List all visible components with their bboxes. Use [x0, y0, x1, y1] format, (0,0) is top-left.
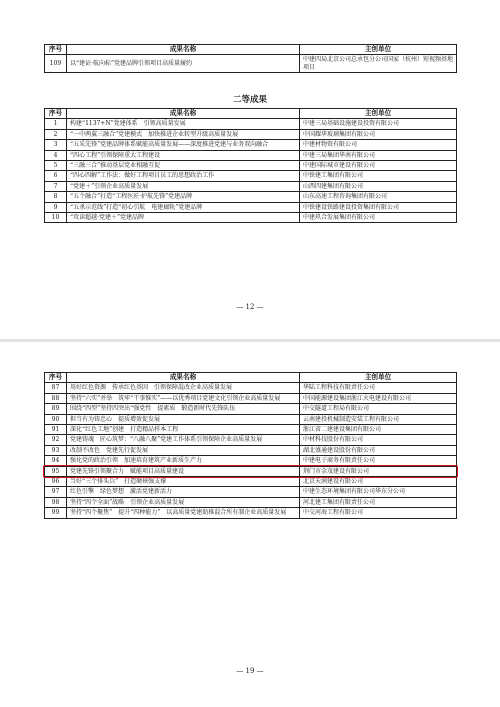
cell-index: 88: [45, 393, 67, 403]
col-header-title: 成果名称: [67, 109, 300, 119]
col-header-title: 成果名称: [67, 45, 300, 55]
cell-title: “五杀示范线”打造“初心引航 电建廊轨”党建品牌: [67, 202, 300, 212]
table-row: [45, 414, 457, 424]
cell-index: 87: [45, 383, 67, 393]
table-row: [45, 466, 457, 476]
cell-index: 10: [45, 213, 67, 223]
cell-title: 深化“红色工地”创建 打造精品样本工程: [67, 425, 300, 435]
page-number: — 12 —: [236, 303, 264, 311]
cell-index: 3: [45, 140, 67, 150]
cell-unit: 中材科技股份有限公司: [300, 435, 457, 445]
cell-unit: 荆门市金茂建设有限公司: [300, 466, 457, 476]
cell-index: 98: [45, 497, 67, 507]
cell-index: 96: [45, 477, 67, 487]
col-header-unit: 主创单位: [300, 45, 457, 55]
cell-unit: 中建三局基础设施建设投资有限公司: [300, 119, 457, 129]
cell-unit: 中铁建设铁路建设投资集团有限公司: [300, 202, 457, 212]
cell-index: 8: [45, 192, 67, 202]
cell-index: 90: [45, 414, 67, 424]
col-header-title: 成果名称: [67, 373, 300, 383]
table-row: [45, 487, 457, 497]
table-row: [45, 119, 457, 129]
cell-unit: 中国耀华玻璃集团有限公司: [300, 129, 457, 139]
table-row: [45, 477, 457, 487]
table-row: [45, 425, 457, 435]
cell-index: 92: [45, 435, 67, 445]
col-header-index: 序号: [45, 109, 67, 119]
cell-title: 改制不改色 党建先行促发展: [67, 445, 300, 455]
cell-index: 7: [45, 181, 67, 191]
cell-title: 坚持“四个全面”战略 引领企业高质量发展: [67, 497, 300, 507]
cell-index: 99: [45, 508, 67, 518]
cell-title: 坚持“四个聚焦” 提升“四种能力” 以高质量党建助推混合所有制企业高质量发展: [67, 508, 300, 518]
cell-unit: 中国能源建设集团浙江火电建设有限公司: [300, 393, 457, 403]
cell-title: “攻读超越·党建＋”党建品牌: [67, 213, 300, 223]
table-row: [45, 508, 457, 518]
cell-index: 97: [45, 487, 67, 497]
col-header-unit: 主创单位: [300, 373, 457, 383]
top-table: [44, 44, 457, 73]
table-row: [45, 202, 457, 212]
table-row: [45, 456, 457, 466]
cell-title: “党建＋”引领企业高质量发展: [67, 181, 300, 191]
cell-index: 95: [45, 466, 67, 476]
table-row: [45, 171, 457, 181]
cell-title: 围绕“四型”坚持四突出“强党性 提素质 锻造新时代先锋队伍: [67, 404, 300, 414]
second-class-results-table: [44, 108, 457, 223]
cell-title: 坚持“六实”并举 筑牢“干事惟实”——以优秀项目党建文化引领企业高质量发展: [67, 393, 300, 403]
cell-unit: 中建生态环境集团有限公司华东分公司: [300, 487, 457, 497]
table-row: [45, 55, 457, 73]
table-row: [45, 213, 457, 223]
table-row: [45, 435, 457, 445]
cell-title: 用好红色资源 传承红色基因 引领保障混改企业高质量发展: [67, 383, 300, 393]
cell-title: “四心四解”工作法：做好工程项目员工的思想政治工作: [67, 171, 300, 181]
cell-title: 当好“三个排头兵” 打造硬核强支撑: [67, 477, 300, 487]
table-header-row: [45, 109, 457, 119]
cell-unit: 云南建投机械制造安装工程有限公司: [300, 414, 457, 424]
cell-unit: 中建材物资有限公司: [300, 140, 457, 150]
cell-unit: 中建玖合发展集团有限公司: [300, 213, 457, 223]
cell-unit: 中交隧道工程局有限公司: [300, 404, 457, 414]
cell-title: 构建“1137+N”党建体系 引领高质量发展: [67, 119, 300, 129]
section-title: 二等成果: [232, 95, 267, 105]
cell-unit: 河北建工集团有限责任公司: [300, 497, 457, 507]
table-header-row: [45, 373, 457, 383]
table-row: [45, 393, 457, 403]
table-row: [45, 383, 457, 393]
cell-index: 91: [45, 425, 67, 435]
cell-unit: 山东高速工程咨询集团有限公司: [300, 192, 457, 202]
table-row: [45, 129, 457, 139]
cell-unit: 中交河海工程有限公司: [300, 508, 457, 518]
cell-index: 9: [45, 202, 67, 212]
cell-unit: 中建电子商务有限责任公司: [300, 456, 457, 466]
table-row: [45, 161, 457, 171]
table-row: [45, 150, 457, 160]
cell-title: “五个融合”打造“工程医匠·护航先锋”党建品牌: [67, 192, 300, 202]
cell-title: 党建铸魂 匠心筑梦：“八融八聚”党建工作体系引领保障企业高质量发展: [67, 435, 300, 445]
cell-index: 89: [45, 404, 67, 414]
cell-title: “四心工程”引领保障重大工程建设: [67, 150, 300, 160]
page-number: — 19 —: [236, 667, 264, 675]
cell-title: 红色引擎 绿色梦想 激活党建新活力: [67, 487, 300, 497]
cell-index: 4: [45, 150, 67, 160]
cell-unit: 山西四建集团有限公司: [300, 181, 457, 191]
cell-unit: 湖北盛通建设股份有限公司: [300, 445, 457, 455]
cell-index: 93: [45, 445, 67, 455]
cell-title: “一中两翼三融合”党建模式 加快推进企业转型升级高质量发展: [67, 129, 300, 139]
cell-title: 以“建证·航向标”党建品牌引领项目高质量履约: [67, 55, 300, 73]
cell-index: 109: [45, 55, 67, 73]
cell-unit: 中铁建工集团有限公司: [300, 171, 457, 181]
cell-unit: 浙江省二建建设集团有限公司: [300, 425, 457, 435]
cell-unit: 北京天润建设有限公司: [300, 477, 457, 487]
cell-index: 1: [45, 119, 67, 129]
cell-title: 党建先锋引领聚合力 赋能项目高质量建设: [67, 466, 300, 476]
document-page-19: [0, 342, 500, 707]
cell-unit: 中建四局北京公司总承包分公司国家（杭州）短视频基地项目: [300, 55, 457, 73]
cell-title: 担当有为铸忠心 提质增效促发展: [67, 414, 300, 424]
table-row: [45, 404, 457, 414]
cell-unit: 华陆工程科技有限责任公司: [300, 383, 457, 393]
cell-title: 强化党的政治引领 加速培育建筑产业新质生产力: [67, 456, 300, 466]
table-row: [45, 140, 457, 150]
cell-index: 6: [45, 171, 67, 181]
table-row: [45, 497, 457, 507]
table-row: [45, 181, 457, 191]
cell-index: 5: [45, 161, 67, 171]
cell-unit: 中建国际城市建设有限公司: [300, 161, 457, 171]
cell-title: “三融三合”推动基层党业相融互促: [67, 161, 300, 171]
col-header-unit: 主创单位: [300, 109, 457, 119]
document-page-12: [0, 0, 500, 342]
bottom-results-table: [44, 372, 457, 519]
table-row: [45, 445, 457, 455]
table-row: [45, 192, 457, 202]
cell-index: 2: [45, 129, 67, 139]
table-header-row: [45, 45, 457, 55]
cell-index: 94: [45, 456, 67, 466]
cell-unit: 中建三局集团华南有限公司: [300, 150, 457, 160]
col-header-index: 序号: [45, 45, 67, 55]
cell-title: “五采先锋”党建品牌体系赋能高质量发展——深度推进党建与业务双向融合: [67, 140, 300, 150]
col-header-index: 序号: [45, 373, 67, 383]
